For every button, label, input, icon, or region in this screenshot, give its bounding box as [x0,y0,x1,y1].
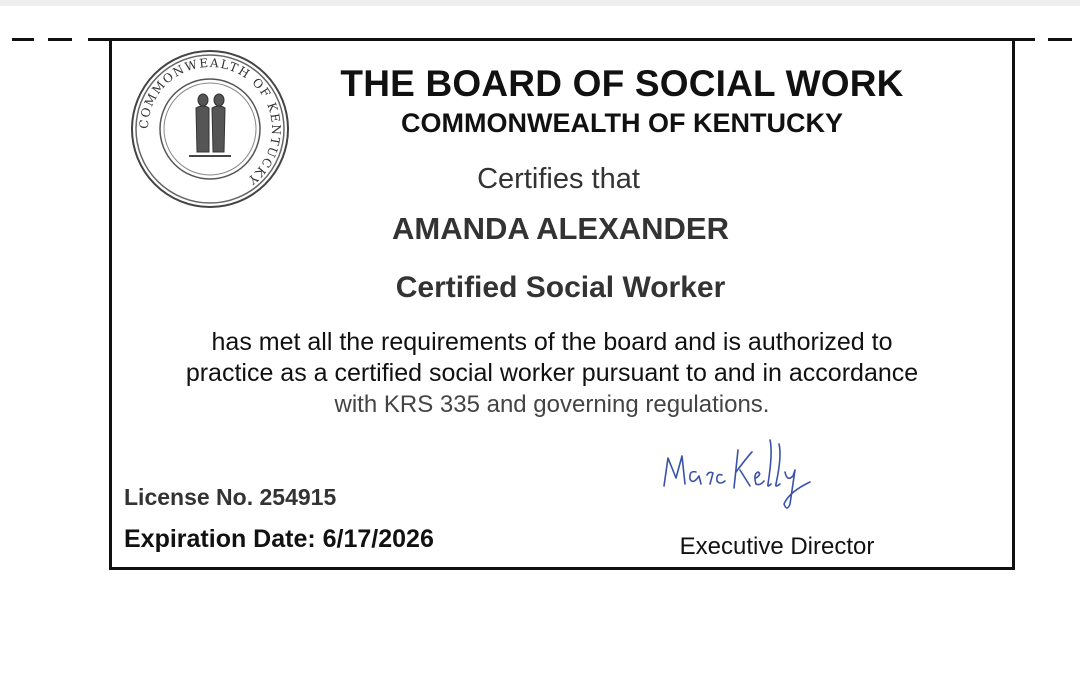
certification-statement [112,327,992,420]
cut-line-dash [1015,38,1035,41]
jurisdiction-subtitle: COMMONWEALTH OF KENTUCKY [401,108,843,138]
signatory-title: Executive Director [679,533,875,560]
cut-line-dash [48,38,72,41]
cut-line-dash [12,38,34,41]
statement-line: with KRS 335 and governing regulations. [334,391,770,418]
cut-line-dash [88,38,110,41]
credential-type: Certified Social Worker [395,271,726,304]
kentucky-seal-icon [129,48,291,210]
board-title: THE BOARD OF SOCIAL WORK [340,63,904,104]
license-card [109,38,1015,570]
certifies-label: Certifies that [477,163,640,195]
statement-line: practice as a certified social worker pursuant to and in accordance [185,359,919,387]
expiration-date: Expiration Date: 6/17/2026 [124,525,434,553]
license-number: License No. 254915 [124,484,337,510]
holder-name: AMANDA ALEXANDER [392,211,729,246]
statement-line: has met all the requirements of the board and is authorized to [211,328,893,356]
director-signature [652,426,822,511]
seal-text: COMMONWEALTH OF KENTUCKY [136,55,284,188]
top-edge-strip [0,0,1080,6]
cut-line-dash [1048,38,1072,41]
